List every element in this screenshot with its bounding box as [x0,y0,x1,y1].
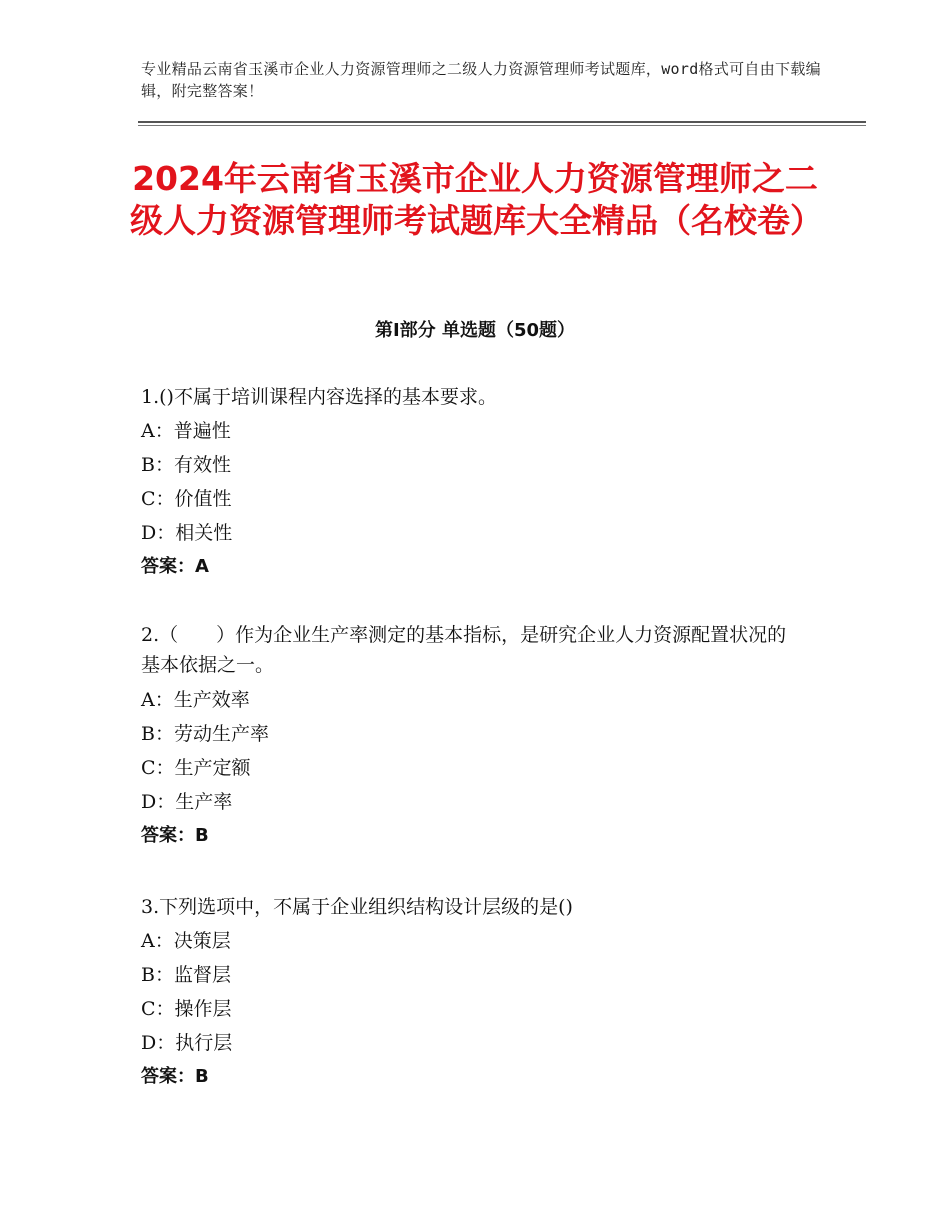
question-text: 1.()不属于培训课程内容选择的基本要求。 [141,386,497,408]
question-2 [141,620,801,853]
option-b: B：劳动生产率 [141,723,269,745]
option-b: B：有效性 [141,454,231,476]
option-b: B：监督层 [141,964,231,986]
option-a: A：生产效率 [141,689,250,711]
answer: 答案：B [141,825,209,846]
option-a: A：普遍性 [141,420,231,442]
option-d: D：执行层 [141,1032,233,1054]
option-a: A：决策层 [141,930,231,952]
answer: 答案：B [141,1066,209,1087]
section-heading: 第Ⅰ部分 单选题（50题） [374,320,575,341]
option-d: D：生产率 [141,791,233,813]
question-3 [141,890,801,1094]
answer: 答案：A [141,556,209,577]
option-d: D：相关性 [141,522,233,544]
question-text: 3.下列选项中，不属于企业组织结构设计层级的是() [141,896,573,918]
question-1 [141,380,801,584]
option-c: C：操作层 [141,998,232,1020]
option-c: C：生产定额 [141,757,251,779]
document-title: 2024年云南省玉溪市企业人力资源管理师之二级人力资源管理师考试题库大全精品（名校卷） [130,159,823,240]
header-note: 专业精品云南省玉溪市企业人力资源管理师之二级人力资源管理师考试题库，word格式可自由下载编辑，附完整答案！ [141,60,821,100]
option-c: C：价值性 [141,488,232,510]
header-divider-thin [138,125,866,126]
question-text: 2.（ ）作为企业生产率测定的基本指标，是研究企业人力资源配置状况的基本依据之一。 [141,624,787,676]
header-divider [138,121,866,123]
